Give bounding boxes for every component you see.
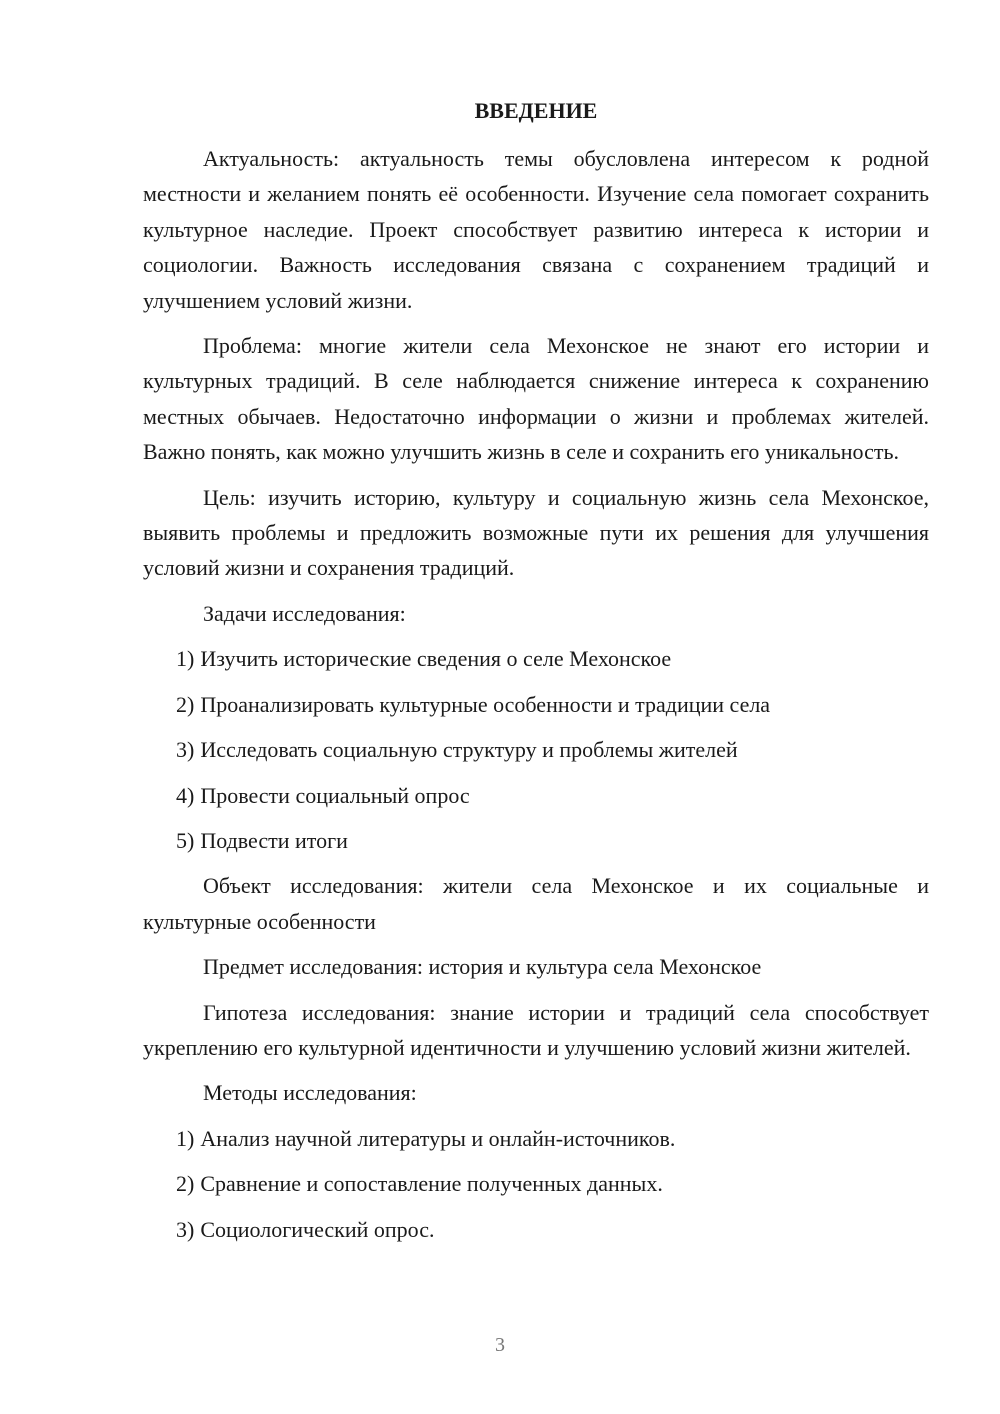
problem-paragraph: Проблема: многие жители села Мехонское не знают его истории и культурных традиций. В селе наблюдается снижение интереса к сохранению местных обычаев. Недостаточно информации о жизни и проблемах жителей. Важно понять, как можно улучшить жизнь в селе и сохранить его уникальность. [143, 333, 929, 465]
hypothesis-paragraph: Гипотеза исследования: знание истории и традиций села способствует укреплению его культурной идентичности и улучшению условий жизни жителей. [143, 999, 929, 1060]
tasks-heading: Задачи исследования: [203, 600, 406, 626]
section-title: ВВЕДЕНИЕ [474, 98, 598, 123]
list-item [143, 1121, 929, 1156]
goal-paragraph: Цель: изучить историю, культуру и социальную жизнь села Мехонское, выявить проблемы и предложить возможные пути их решения для улучшения условий жизни и сохранения традиций. [143, 484, 929, 581]
methods-heading: Методы исследования: [203, 1080, 417, 1106]
list-item [143, 687, 929, 722]
list-item-text: Проанализировать культурные особенности и традиции села [200, 691, 771, 717]
list-item-number: 1) [176, 1125, 195, 1151]
subject-paragraph: Предмет исследования: история и культура села Мехонское [203, 954, 762, 980]
list-item-number: 2) [176, 691, 195, 717]
list-item-text: Изучить исторические сведения о селе Мехонское [200, 646, 672, 672]
list-item-number: 3) [176, 737, 195, 763]
object-paragraph: Объект исследования: жители села Мехонское и их социальные и культурные особенности [143, 873, 929, 934]
page-content [143, 96, 929, 1257]
list-item [143, 641, 929, 676]
list-item [143, 1166, 929, 1201]
list-item [143, 1212, 929, 1247]
list-item-number: 4) [176, 782, 195, 808]
list-item [143, 732, 929, 767]
page-number: 3 [495, 1334, 505, 1356]
relevance-paragraph: Актуальность: актуальность темы обусловлена интересом к родной местности и желанием понять её особенности. Изучение села помогает сохранить культурное наследие. Проект способствует развитию интереса к истории и социологии. Важность исследования связана с сохранением традиций и улучшением условий жизни. [143, 146, 929, 313]
list-item-text: Провести социальный опрос [200, 782, 470, 808]
list-item-text: Социологический опрос. [200, 1216, 435, 1242]
list-item-number: 5) [176, 827, 195, 853]
list-item [143, 823, 929, 858]
list-item-number: 1) [176, 646, 195, 672]
list-item [143, 778, 929, 813]
list-item-text: Сравнение и сопоставление полученных данных. [200, 1171, 663, 1197]
list-item-number: 2) [176, 1171, 195, 1197]
list-item-number: 3) [176, 1216, 195, 1242]
list-item-text: Подвести итоги [200, 827, 348, 853]
list-item-text: Исследовать социальную структуру и проблемы жителей [200, 737, 738, 763]
list-item-text: Анализ научной литературы и онлайн-источников. [200, 1125, 676, 1151]
